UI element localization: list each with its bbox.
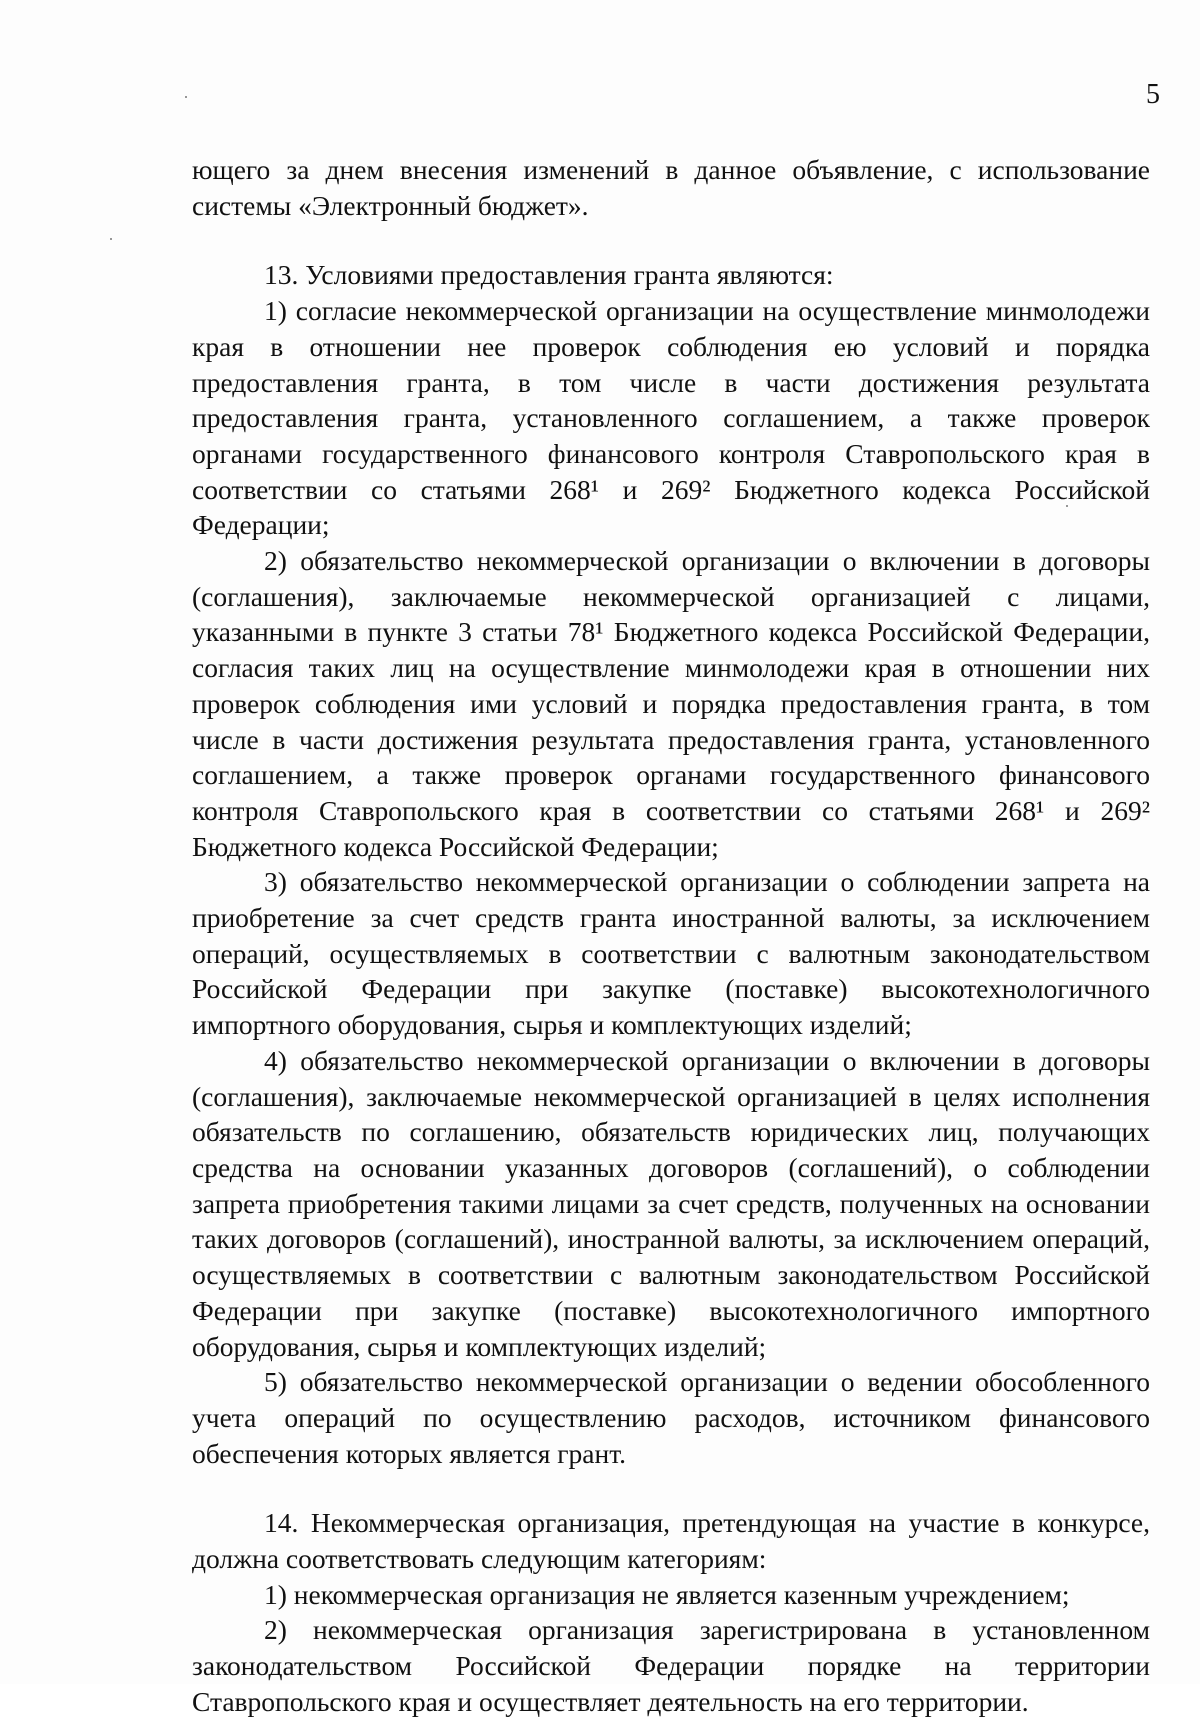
page-number: 5 bbox=[1146, 79, 1160, 110]
section-14-heading: 14. Некоммерческая организация, претендующая на участие в конкурсе, должна соответствовать следующим категориям: bbox=[192, 1507, 1150, 1575]
section-13-item-2: 2) обязательство некоммерческой организации о включении в договоры (соглашения), заключаемые некоммерческой организацией с лицами, указанными в пункте 3 статьи 78¹ Бюджетного кодекса Российской Федерации, согласия таких лиц на осуществление минмолодежи края в отношении них проверок соблюдения ими условий и порядка предоставления гранта, в том числе в части достижения результата предоставления гранта, установленного соглашением, а также проверок органами государственного финансового контроля Ставропольского края в соответствии со статьями 268¹ и 269² Бюджетного кодекса Российской Федерации; bbox=[192, 545, 1150, 862]
scan-speck bbox=[1066, 505, 1068, 507]
section-13-heading: 13. Условиями предоставления гранта являются: bbox=[264, 259, 834, 291]
section-14-item-1: 1) некоммерческая организация не является казенным учреждением; bbox=[264, 1578, 1070, 1610]
section-13-item-5: 5) обязательство некоммерческой организации о ведении обособленного учета операций по осуществлению расходов, источником финансового обеспечения которых является грант. bbox=[192, 1366, 1150, 1469]
scan-speck bbox=[110, 238, 112, 240]
intro-paragraph: ющего за днем внесения изменений в данное объявление, с использование системы «Электронный бюджет». bbox=[192, 154, 1150, 221]
section-14-item-2: 2) некоммерческая организация зарегистрирована в установленном законодательством Российской Федерации порядке на территории Ставропольского края и осуществляет деятельность на его территории. bbox=[192, 1614, 1150, 1717]
section-13-item-4: 4) обязательство некоммерческой организации о включении в договоры (соглашения), заключаемые некоммерческой организацией в целях исполнения обязательств по соглашению, обязательств юридических лиц, получающих средства на основании указанных договоров (соглашений), о соблюдении запрета приобретения такими лицами за счет средств, полученных на основании таких договоров (соглашений), иностранной валюты, за исключением операций, осуществляемых в соответствии с валютным законодательством Российской Федерации при закупке (поставке) высокотехнологичного импортного оборудования, сырья и комплектующих изделий; bbox=[192, 1044, 1150, 1362]
section-13-item-3: 3) обязательство некоммерческой организации о соблюдении запрета на приобретение за счет средств гранта иностранной валюты, за исключением операций, осуществляемых в соответствии с валютным законодательством Российской Федерации при закупке (поставке) высокотехнологичного импортного оборудования, сырья и комплектующих изделий; bbox=[192, 866, 1150, 1041]
section-13-item-1: 1) согласие некоммерческой организации на осуществление минмолодежи края в отношении нее проверок соблюдения ею условий и порядка предоставления гранта, в том числе в части достижения результата предоставления гранта, установленного соглашением, а также проверок органами государственного финансового контроля Ставропольского края в соответствии со статьями 268¹ и 269² Бюджетного кодекса Российской Федерации; bbox=[192, 295, 1150, 541]
section-14 bbox=[192, 1505, 1150, 1719]
document-body bbox=[192, 152, 1150, 1720]
scan-speck bbox=[185, 96, 187, 98]
section-13 bbox=[192, 257, 1150, 1471]
